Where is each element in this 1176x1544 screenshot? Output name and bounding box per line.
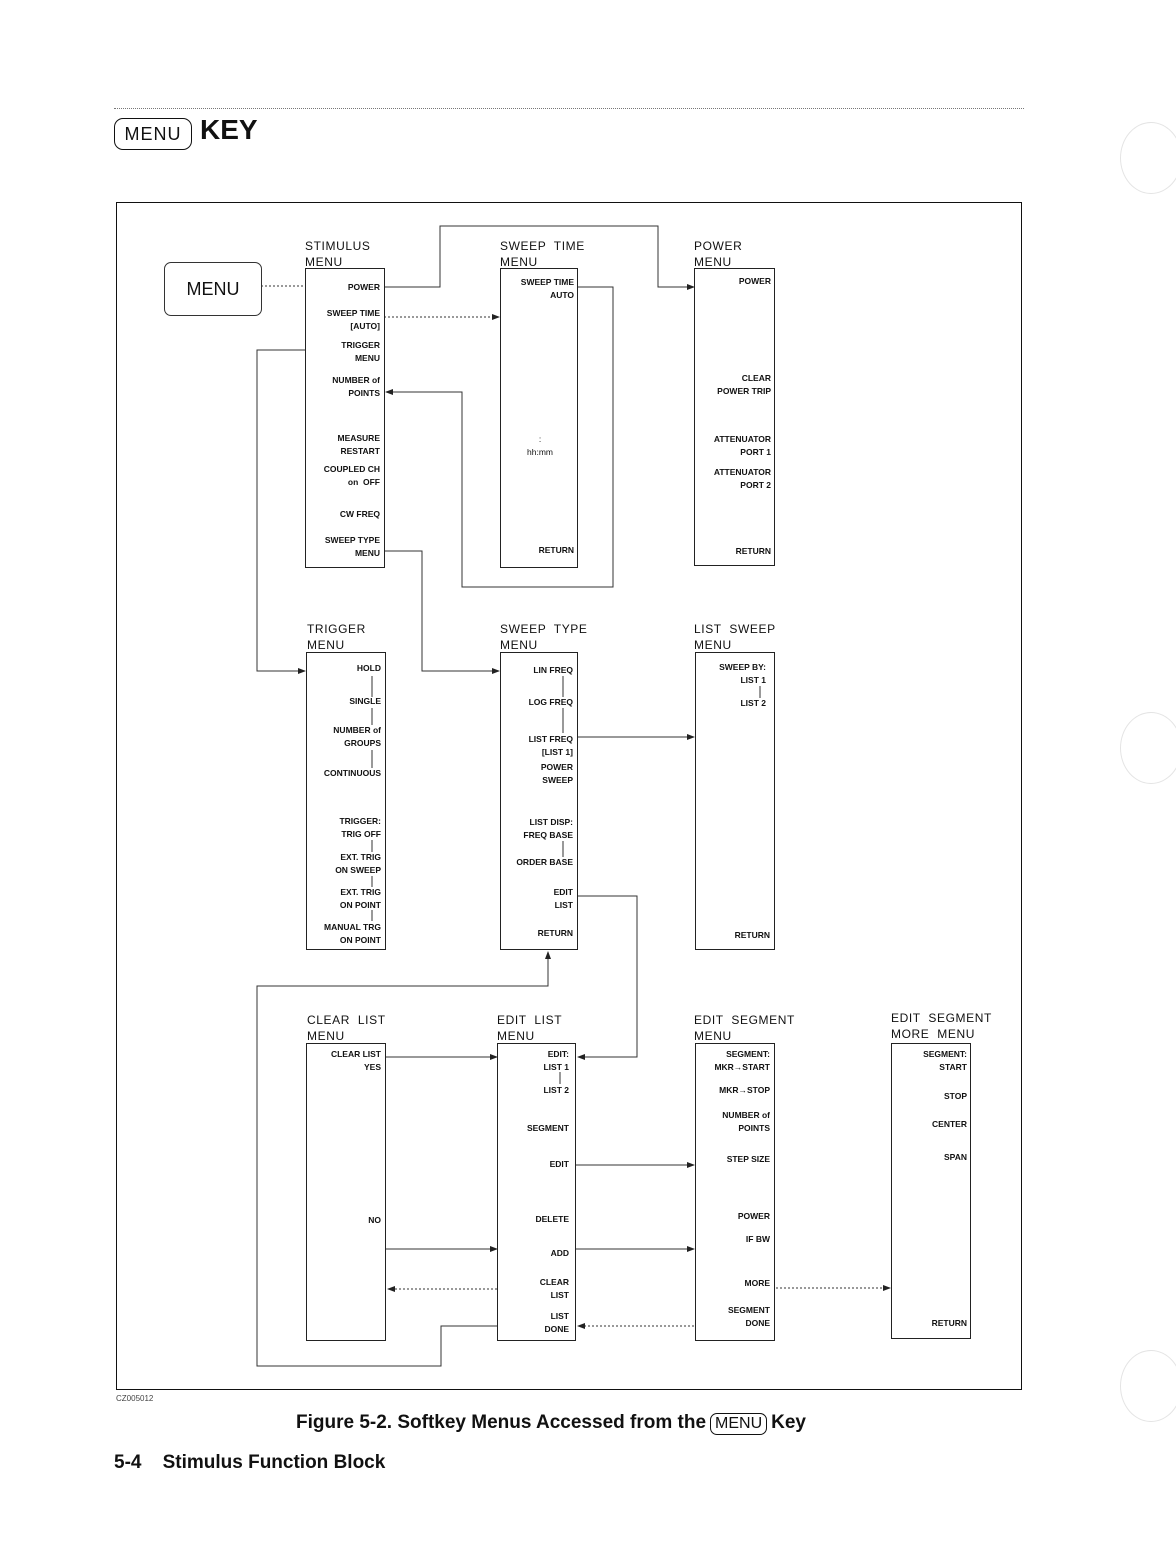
sweep-time-entry: : hh:mm: [527, 434, 553, 457]
softkey-cw-freq[interactable]: CW FREQ: [339, 509, 380, 519]
softkey-measure-restart[interactable]: MEASURE RESTART: [337, 433, 380, 456]
softkey-sweep-time[interactable]: SWEEP TIME [AUTO]: [326, 308, 380, 331]
softkey-list-disp[interactable]: LIST DISP: FREQ BASE: [523, 817, 573, 840]
edit-segment-more-menu: [891, 1043, 971, 1339]
softkey-edit-list[interactable]: EDIT LIST: [553, 887, 573, 910]
softkey-return[interactable]: RETURN: [538, 545, 574, 555]
sweep-time-menu-title: SWEEP TIME MENU: [500, 239, 585, 269]
trigger-menu-title: TRIGGER MENU: [307, 622, 366, 652]
softkey-list-done[interactable]: LIST DONE: [544, 1311, 569, 1334]
figure-caption: [296, 1412, 806, 1435]
softkey-trigger-menu[interactable]: TRIGGER MENU: [341, 340, 380, 363]
softkey-center[interactable]: CENTER: [932, 1119, 967, 1129]
softkey-ext-trig-point[interactable]: EXT. TRIG ON POINT: [339, 887, 381, 910]
softkey-edit-list1[interactable]: EDIT: LIST 1: [543, 1049, 569, 1072]
softkey-trig-off[interactable]: TRIGGER: TRIG OFF: [339, 816, 381, 839]
menu-key-label: MENU: [114, 118, 192, 150]
edit-segment-menu-title: EDIT SEGMENT MENU: [694, 1013, 795, 1043]
softkey-clear-power-trip[interactable]: CLEAR POWER TRIP: [717, 373, 771, 396]
softkey-list-freq[interactable]: LIST FREQ [LIST 1]: [528, 734, 573, 757]
softkey-list2[interactable]: LIST 2: [543, 1085, 569, 1095]
softkey-order-base[interactable]: ORDER BASE: [516, 857, 573, 867]
softkey-mkr-start[interactable]: SEGMENT: MKR→START: [714, 1049, 770, 1072]
softkey-power-level[interactable]: POWER: [738, 276, 771, 286]
softkey-hold[interactable]: HOLD: [356, 663, 381, 673]
softkey-if-bw[interactable]: IF BW: [745, 1234, 770, 1244]
sweep-time-menu: [500, 268, 578, 568]
softkey-sweep-time-auto[interactable]: SWEEP TIME AUTO: [520, 277, 574, 300]
softkey-return[interactable]: RETURN: [735, 546, 771, 556]
section-title: KEY: [200, 114, 258, 145]
softkey-return[interactable]: RETURN: [537, 928, 573, 938]
power-menu-title: POWER MENU: [694, 239, 743, 269]
softkey-segment-done[interactable]: SEGMENT DONE: [727, 1305, 770, 1328]
softkey-return[interactable]: RETURN: [931, 1318, 967, 1328]
softkey-step-size[interactable]: STEP SIZE: [726, 1154, 770, 1164]
clear-list-menu-title: CLEAR LIST MENU: [307, 1013, 386, 1043]
softkey-span[interactable]: SPAN: [944, 1152, 967, 1162]
figure-id: CZ005012: [116, 1394, 154, 1403]
softkey-clear-list-yes[interactable]: CLEAR LIST YES: [330, 1049, 381, 1072]
softkey-sweep-by-list1[interactable]: SWEEP BY: LIST 1: [719, 662, 766, 685]
softkey-lin-freq[interactable]: LIN FREQ: [533, 665, 573, 675]
softkey-number-of-points[interactable]: NUMBER of POINTS: [332, 375, 380, 398]
stimulus-menu-title: STIMULUS MENU: [305, 239, 371, 269]
list-sweep-menu-title: LIST SWEEP MENU: [694, 622, 776, 652]
caption-text: Figure 5-2. Softkey Menus Accessed from the: [296, 1412, 707, 1433]
softkey-segment[interactable]: SEGMENT: [526, 1123, 569, 1133]
softkey-number-of-groups[interactable]: NUMBER of GROUPS: [333, 725, 381, 748]
softkey-number-of-points[interactable]: NUMBER of POINTS: [722, 1110, 770, 1133]
softkey-clear-list[interactable]: CLEAR LIST: [539, 1277, 569, 1300]
softkey-continuous[interactable]: CONTINUOUS: [323, 768, 381, 778]
sweep-type-menu-title: SWEEP TYPE MENU: [500, 622, 588, 652]
softkey-return[interactable]: RETURN: [734, 930, 770, 940]
softkey-attenuator-port1[interactable]: ATTENUATOR PORT 1: [713, 434, 771, 457]
softkey-attenuator-port2[interactable]: ATTENUATOR PORT 2: [713, 467, 771, 490]
softkey-list2[interactable]: LIST 2: [740, 698, 766, 708]
softkey-power-sweep[interactable]: POWER SWEEP: [540, 762, 573, 785]
softkey-power[interactable]: POWER: [347, 282, 380, 292]
caption-suffix: Key: [771, 1412, 806, 1433]
softkey-edit[interactable]: EDIT: [549, 1159, 569, 1169]
edit-segment-more-menu-title: EDIT SEGMENT MORE MENU: [891, 1011, 992, 1041]
softkey-stop[interactable]: STOP: [944, 1091, 967, 1101]
softkey-log-freq[interactable]: LOG FREQ: [528, 697, 573, 707]
edit-list-menu-title: EDIT LIST MENU: [497, 1013, 563, 1043]
menu-hardkey[interactable]: MENU: [164, 262, 262, 316]
page-footer: 5-4 Stimulus Function Block: [114, 1452, 386, 1473]
softkey-delete[interactable]: DELETE: [535, 1214, 569, 1224]
softkey-more[interactable]: MORE: [744, 1278, 770, 1288]
softkey-segment-start[interactable]: SEGMENT: START: [923, 1049, 967, 1072]
softkey-add[interactable]: ADD: [550, 1248, 569, 1258]
clear-list-menu: [306, 1043, 386, 1341]
power-menu: [694, 268, 775, 566]
softkey-mkr-stop[interactable]: MKR→STOP: [719, 1085, 770, 1095]
softkey-sweep-type-menu[interactable]: SWEEP TYPE MENU: [324, 535, 380, 558]
softkey-manual-trg[interactable]: MANUAL TRG ON POINT: [324, 922, 381, 945]
caption-menu-key: MENU: [710, 1413, 767, 1435]
softkey-coupled-ch[interactable]: COUPLED CH on OFF: [323, 464, 380, 487]
softkey-single[interactable]: SINGLE: [349, 696, 381, 706]
softkey-no[interactable]: NO: [368, 1215, 381, 1225]
softkey-power[interactable]: POWER: [737, 1211, 770, 1221]
softkey-ext-trig-sweep[interactable]: EXT. TRIG ON SWEEP: [335, 852, 381, 875]
